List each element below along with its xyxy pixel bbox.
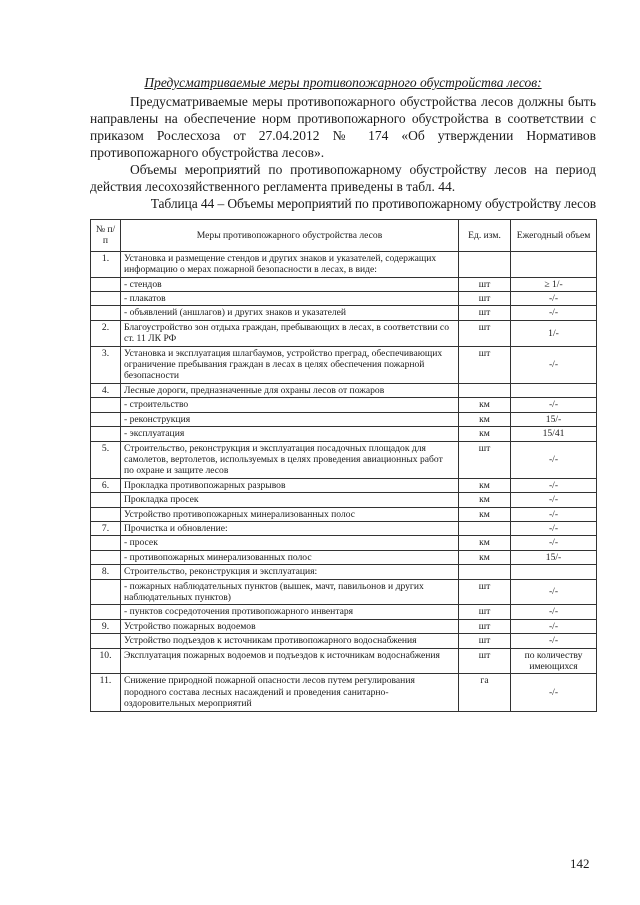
row-measure: Снижение природной пожарной опасности лесов путем регулирования породного состава лесных насаждений и проведения санитарно-оздоровительных мероприятий xyxy=(121,674,459,711)
row-number xyxy=(91,536,121,550)
row-number: 3. xyxy=(91,346,121,383)
table-row xyxy=(91,441,597,478)
row-number: 1. xyxy=(91,251,121,277)
row-unit: шт xyxy=(459,579,511,605)
row-unit: км xyxy=(459,478,511,492)
row-unit: км xyxy=(459,507,511,521)
row-volume: -/- xyxy=(511,346,597,383)
table-row xyxy=(91,550,597,564)
table-row xyxy=(91,292,597,306)
table-row xyxy=(91,619,597,633)
table-row xyxy=(91,478,597,492)
row-measure: Устройство подъездов к источникам противопожарного водоснабжения xyxy=(121,634,459,648)
document-page xyxy=(90,74,596,712)
row-volume: -/- xyxy=(511,674,597,711)
row-measure: Строительство, реконструкция и эксплуатация: xyxy=(121,565,459,579)
row-measure: Эксплуатация пожарных водоемов и подъездов к источникам водоснабжения xyxy=(121,648,459,674)
row-number xyxy=(91,605,121,619)
row-unit: шт xyxy=(459,346,511,383)
row-volume: -/- xyxy=(511,521,597,535)
row-number: 6. xyxy=(91,478,121,492)
row-volume: по количеству имеющихся xyxy=(511,648,597,674)
table-row xyxy=(91,412,597,426)
row-unit xyxy=(459,251,511,277)
row-volume: -/- xyxy=(511,493,597,507)
row-unit: км xyxy=(459,427,511,441)
table-row xyxy=(91,536,597,550)
row-measure: - стендов xyxy=(121,277,459,291)
header-num: № п/п xyxy=(91,220,121,252)
row-volume xyxy=(511,565,597,579)
row-number xyxy=(91,398,121,412)
row-unit: шт xyxy=(459,648,511,674)
table-row xyxy=(91,493,597,507)
row-measure: - реконструкция xyxy=(121,412,459,426)
row-measure: Устройство пожарных водоемов xyxy=(121,619,459,633)
row-number xyxy=(91,306,121,320)
row-volume: -/- xyxy=(511,579,597,605)
table-row xyxy=(91,648,597,674)
row-volume: -/- xyxy=(511,507,597,521)
row-unit: км xyxy=(459,398,511,412)
page-number: 142 xyxy=(570,856,590,871)
row-volume: 15/- xyxy=(511,550,597,564)
row-measure: Прочистка и обновление: xyxy=(121,521,459,535)
row-measure: - противопожарных минерализованных полос xyxy=(121,550,459,564)
row-measure: - эксплуатация xyxy=(121,427,459,441)
row-unit: шт xyxy=(459,306,511,320)
row-measure: Установка и эксплуатация шлагбаумов, устройство преград, обеспечивающих ограничение пребывания граждан в лесах в целях обеспечения пожарной безопасности xyxy=(121,346,459,383)
row-measure: Прокладка просек xyxy=(121,493,459,507)
row-unit xyxy=(459,521,511,535)
row-volume: -/- xyxy=(511,634,597,648)
row-number xyxy=(91,493,121,507)
row-unit: шт xyxy=(459,605,511,619)
row-volume xyxy=(511,251,597,277)
row-number: 10. xyxy=(91,648,121,674)
volume-paragraph: Объемы мероприятий по противопожарному обустройству лесов на период действия лесохозяйственного регламента приведены в табл. 44. xyxy=(90,162,596,194)
intro-paragraph: Предусматриваемые меры противопожарного обустройства лесов должны быть направлены на обеспечение норм противопожарного обустройства в соответствии с приказом Рослесхоза от 27.04.2012 № 174 «Об утверждении Нормативов противопожарного обустройства лесов». xyxy=(90,94,596,160)
table-row xyxy=(91,346,597,383)
table-row xyxy=(91,605,597,619)
row-volume: -/- xyxy=(511,478,597,492)
row-number xyxy=(91,550,121,564)
row-number: 4. xyxy=(91,383,121,397)
row-measure: Строительство, реконструкция и эксплуатация посадочных площадок для самолетов, вертолетов, используемых в целях проведения авиационных работ по охране и защите лесов xyxy=(121,441,459,478)
row-measure: - просек xyxy=(121,536,459,550)
fire-measures-table xyxy=(90,219,597,712)
row-unit: шт xyxy=(459,634,511,648)
table-row xyxy=(91,507,597,521)
table-row xyxy=(91,427,597,441)
row-number xyxy=(91,427,121,441)
row-unit: км xyxy=(459,412,511,426)
row-unit xyxy=(459,383,511,397)
table-row xyxy=(91,565,597,579)
table-row xyxy=(91,521,597,535)
row-measure: Прокладка противопожарных разрывов xyxy=(121,478,459,492)
row-measure: - плакатов xyxy=(121,292,459,306)
row-measure: - объявлений (аншлагов) и других знаков и указателей xyxy=(121,306,459,320)
table-header-row xyxy=(91,220,597,252)
row-measure: Устройство противопожарных минерализованных полос xyxy=(121,507,459,521)
section-heading: Предусматриваемые меры противопожарного обустройства лесов: xyxy=(144,75,542,90)
table-row xyxy=(91,383,597,397)
row-volume: 15/- xyxy=(511,412,597,426)
row-unit: км xyxy=(459,493,511,507)
row-unit: шт xyxy=(459,292,511,306)
row-volume: -/- xyxy=(511,306,597,320)
row-unit: км xyxy=(459,550,511,564)
row-number xyxy=(91,292,121,306)
row-number: 11. xyxy=(91,674,121,711)
row-measure: - пожарных наблюдательных пунктов (вышек, мачт, павильонов и других наблюдательных пунктов) xyxy=(121,579,459,605)
header-unit: Ед. изм. xyxy=(459,220,511,252)
table-row xyxy=(91,251,597,277)
row-measure: Установка и размещение стендов и других знаков и указателей, содержащих информацию о мерах пожарной безопасности в лесах, в виде: xyxy=(121,251,459,277)
row-unit: шт xyxy=(459,619,511,633)
table-body xyxy=(91,251,597,711)
row-number xyxy=(91,277,121,291)
table-row xyxy=(91,306,597,320)
row-volume: 15/41 xyxy=(511,427,597,441)
table-row xyxy=(91,634,597,648)
row-volume: -/- xyxy=(511,605,597,619)
row-volume: 1/- xyxy=(511,320,597,346)
row-unit: шт xyxy=(459,441,511,478)
row-volume: -/- xyxy=(511,619,597,633)
row-volume: -/- xyxy=(511,441,597,478)
row-number: 2. xyxy=(91,320,121,346)
row-volume xyxy=(511,383,597,397)
row-number xyxy=(91,634,121,648)
row-unit xyxy=(459,565,511,579)
row-number: 8. xyxy=(91,565,121,579)
row-number: 7. xyxy=(91,521,121,535)
row-unit: га xyxy=(459,674,511,711)
header-volume: Ежегодный объем xyxy=(511,220,597,252)
row-measure: - пунктов сосредоточения противопожарного инвентаря xyxy=(121,605,459,619)
row-measure: Благоустройство зон отдыха граждан, пребывающих в лесах, в соответствии со ст. 11 ЛК РФ xyxy=(121,320,459,346)
row-number: 9. xyxy=(91,619,121,633)
table-row xyxy=(91,579,597,605)
row-unit: шт xyxy=(459,277,511,291)
row-number xyxy=(91,507,121,521)
row-number: 5. xyxy=(91,441,121,478)
row-measure: Лесные дороги, предназначенные для охраны лесов от пожаров xyxy=(121,383,459,397)
row-volume: ≥ 1/- xyxy=(511,277,597,291)
header-measure: Меры противопожарного обустройства лесов xyxy=(121,220,459,252)
row-unit: км xyxy=(459,536,511,550)
row-number xyxy=(91,412,121,426)
row-volume: -/- xyxy=(511,536,597,550)
row-measure: - строительство xyxy=(121,398,459,412)
table-row xyxy=(91,398,597,412)
table-row xyxy=(91,674,597,711)
row-volume: -/- xyxy=(511,292,597,306)
table-caption: Таблица 44 – Объемы мероприятий по противопожарному обустройству лесов xyxy=(150,196,596,211)
row-number xyxy=(91,579,121,605)
table-row xyxy=(91,277,597,291)
table-row xyxy=(91,320,597,346)
row-volume: -/- xyxy=(511,398,597,412)
row-unit: шт xyxy=(459,320,511,346)
